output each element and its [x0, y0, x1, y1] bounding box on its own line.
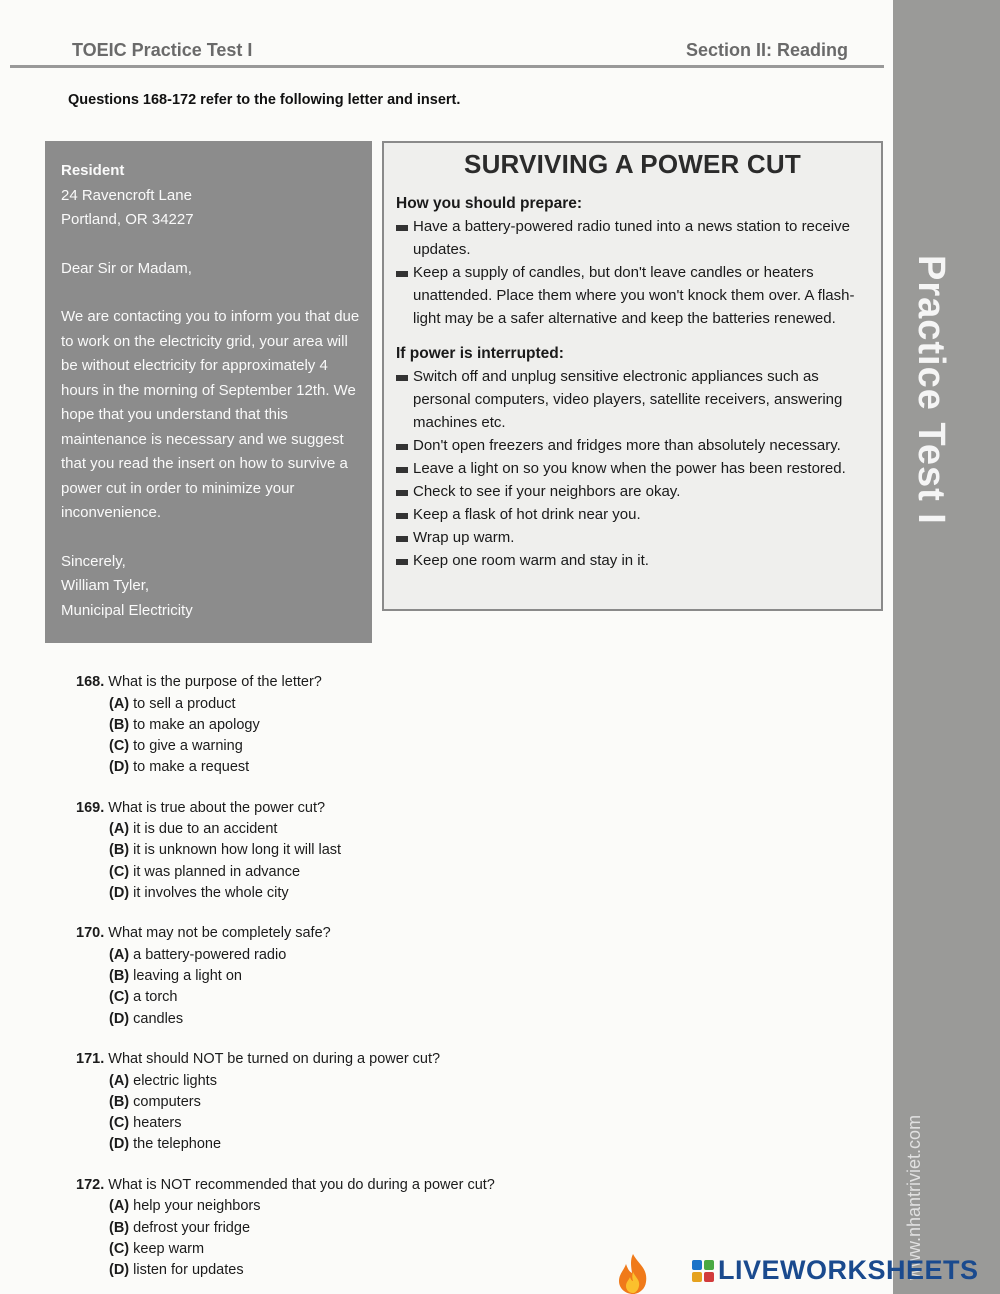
- side-tab-watermark: www.nhantriviet.com: [904, 1114, 924, 1280]
- answer-option[interactable]: (D) it involves the whole city: [109, 885, 289, 902]
- question-number: 172.: [76, 1176, 105, 1193]
- interrupted-item: Check to see if your neighbors are okay.: [396, 480, 881, 503]
- questions-list: [76, 672, 836, 1294]
- answer-option[interactable]: (A) a battery-powered radio: [109, 946, 287, 963]
- interrupted-heading: If power is interrupted:: [396, 345, 564, 362]
- prepare-heading: How you should prepare:: [396, 195, 583, 212]
- question-number: 170.: [76, 925, 105, 942]
- prepare-item: Have a battery-powered radio tuned into a news station to receive updates.: [396, 215, 881, 261]
- answer-option[interactable]: (D) the telephone: [109, 1136, 222, 1153]
- letter-address-line1: 24 Ravencroft Lane: [61, 186, 192, 204]
- answer-option[interactable]: (B) computers: [109, 1093, 201, 1110]
- questions-prompt: Questions 168-172 refer to the following letter and insert.: [68, 92, 461, 108]
- prepare-item: Keep a supply of candles, but don't leave candles or heaters unattended. Place them where you won't knock them over. A flash-light may be a safer alternative and keep the batteries renewed.: [396, 261, 881, 330]
- flame-icon: [608, 1252, 658, 1294]
- letter-resident: Resident: [61, 162, 125, 179]
- letter-greeting: Dear Sir or Madam,: [61, 259, 192, 277]
- interrupted-item: Keep one room warm and stay in it.: [396, 549, 881, 572]
- letter-closing: Sincerely,: [61, 552, 126, 570]
- answer-option[interactable]: (A) help your neighbors: [109, 1198, 261, 1215]
- answer-option[interactable]: (B) leaving a light on: [109, 968, 242, 985]
- page-header-section: Section II: Reading: [686, 40, 849, 60]
- letter-address-line2: Portland, OR 34227: [61, 211, 194, 229]
- bullet-icon: [396, 467, 408, 473]
- bullet-icon: [396, 536, 408, 542]
- interrupted-item: Leave a light on so you know when the power has been restored.: [396, 457, 881, 480]
- insert-panel: [382, 141, 883, 611]
- bullet-icon: [396, 271, 408, 277]
- answer-option[interactable]: (D) candles: [109, 1010, 184, 1027]
- interrupted-item: Switch off and unplug sensitive electronic appliances such as personal computers, video players, satellite receivers, answering machines etc.: [396, 365, 881, 434]
- question-171: [76, 1049, 836, 1156]
- answer-option[interactable]: (A) to sell a product: [109, 695, 236, 712]
- question-stem: What is the purpose of the letter?: [108, 674, 322, 690]
- letter-body: We are contacting you to inform you that due to work on the electricity grid, your area will be without electricity for approximately 4 hours in the morning of September 12th. We hope that you understand that this maintenance is necessary and we suggest that you read the insert on how to survive a power cut in order to minimize your inconvenience.: [61, 308, 360, 522]
- answer-option[interactable]: (C) a torch: [109, 989, 178, 1006]
- interrupted-list: [396, 365, 881, 572]
- answer-option[interactable]: (C) heaters: [109, 1115, 182, 1132]
- question-number: 169.: [76, 799, 105, 816]
- liveworksheets-grid-icon: [692, 1260, 714, 1282]
- question-stem: What may not be completely safe?: [108, 925, 331, 942]
- insert-title: SURVIVING A POWER CUT: [464, 149, 801, 179]
- answer-option[interactable]: (C) to give a warning: [109, 738, 243, 755]
- letter-signature-org: Municipal Electricity: [61, 602, 193, 620]
- letter-panel: [45, 141, 372, 643]
- question-168: [76, 672, 836, 779]
- question-number: 171.: [76, 1051, 105, 1068]
- answer-option[interactable]: (A) it is due to an accident: [109, 821, 278, 838]
- question-stem: What is NOT recommended that you do during a power cut?: [108, 1176, 495, 1193]
- question-169: [76, 798, 836, 905]
- interrupted-item: Don't open freezers and fridges more than absolutely necessary.: [396, 434, 881, 457]
- liveworksheets-logo[interactable]: [692, 1255, 979, 1286]
- bullet-icon: [396, 375, 408, 381]
- bullet-icon: [396, 225, 408, 231]
- answer-option[interactable]: (A) electric lights: [109, 1072, 217, 1089]
- question-number: 168.: [76, 674, 105, 690]
- answer-option[interactable]: (B) defrost your fridge: [109, 1219, 251, 1236]
- answer-option[interactable]: (C) it was planned in advance: [109, 863, 301, 880]
- interrupted-item: Keep a flask of hot drink near you.: [396, 503, 881, 526]
- answer-option[interactable]: (D) to make a request: [109, 759, 250, 776]
- answer-option[interactable]: (B) to make an apology: [109, 716, 260, 733]
- letter-signature-name: William Tyler,: [61, 577, 150, 595]
- question-170: [76, 923, 836, 1030]
- bullet-icon: [396, 444, 408, 450]
- page-header-title: TOEIC Practice Test I: [72, 40, 253, 60]
- bullet-icon: [396, 513, 408, 519]
- bullet-icon: [396, 490, 408, 496]
- logo-text: LIVEWORKSHEETS: [718, 1255, 979, 1285]
- question-stem: What is true about the power cut?: [108, 799, 326, 816]
- question-stem: What should NOT be turned on during a power cut?: [108, 1051, 441, 1068]
- prepare-list: [396, 215, 881, 330]
- bullet-icon: [396, 559, 408, 565]
- answer-option[interactable]: (B) it is unknown how long it will last: [109, 842, 342, 859]
- side-tab: [893, 0, 1000, 1294]
- header-divider: [10, 65, 884, 68]
- side-tab-title: Practice Test I: [910, 255, 952, 525]
- answer-option[interactable]: (C) keep warm: [109, 1240, 205, 1257]
- interrupted-item: Wrap up warm.: [396, 526, 881, 549]
- answer-option[interactable]: (D) listen for updates: [109, 1262, 244, 1279]
